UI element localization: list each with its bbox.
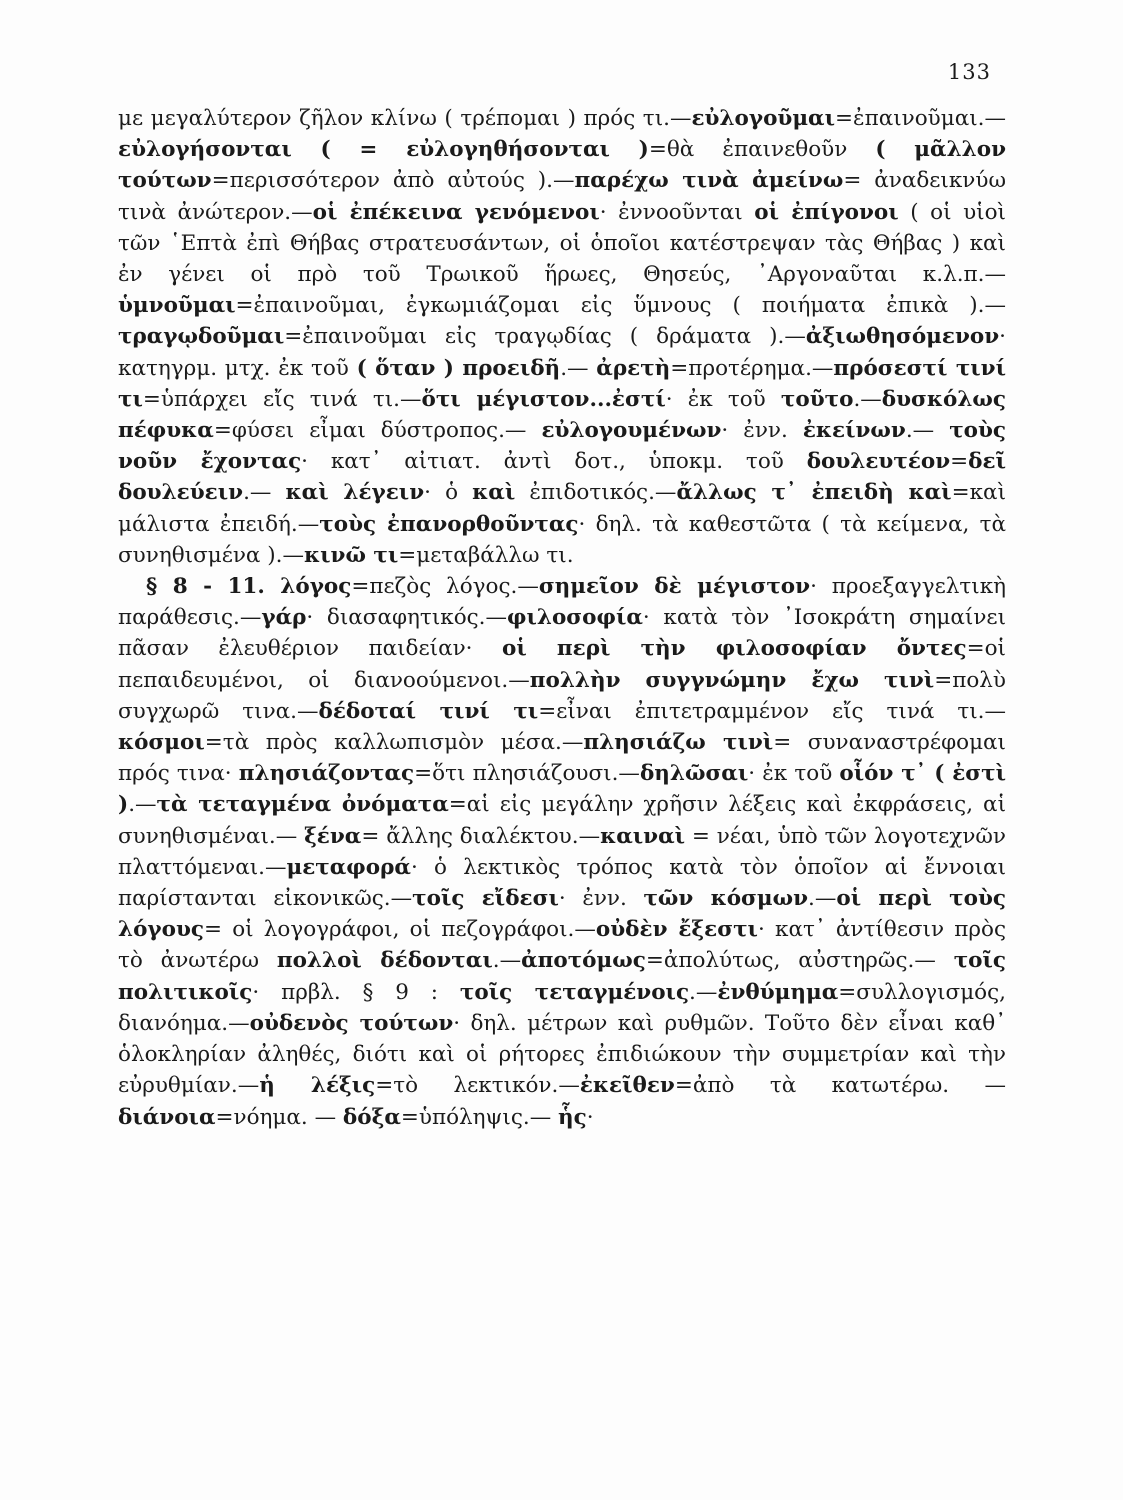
lemma-term: τῶν κόσμων — [643, 886, 809, 912]
lemma-term: γάρ — [261, 605, 307, 631]
lemma-term: σημεῖον δὲ μέγιστον — [538, 574, 811, 600]
lemma-term: ( μᾶλλον τούτων — [118, 137, 1006, 194]
lemma-term: πολλοὶ δέδονται — [276, 948, 493, 974]
commentary-paragraph — [118, 103, 1006, 571]
lemma-term: τοῖς πολιτικοῖς — [118, 948, 1006, 1005]
gloss-text: .— — [689, 979, 718, 1005]
gloss-text: · κατ᾿ αἰτιατ. ἀντὶ δοτ., ὑποκμ. τοῦ — [301, 449, 807, 475]
lemma-term: ἄλλως τ᾿ ἐπειδὴ καὶ — [676, 480, 952, 506]
gloss-text: · διασαφητικός.— — [306, 605, 508, 631]
gloss-text: .— — [128, 792, 157, 818]
gloss-text: =πεζὸς λόγος.— — [351, 574, 539, 600]
gloss-text: =εἶναι ἐπιτετραμμένον εἴς τινά τι.— — [538, 698, 1006, 724]
lemma-term: πλησιάζοντας — [238, 761, 415, 787]
lemma-term: κόσμοι — [118, 730, 205, 756]
gloss-text: =συλλογισμός, διανόημα.— — [118, 979, 1006, 1036]
gloss-text: · πρβλ. § 9 : — [252, 979, 460, 1005]
gloss-text: =καὶ μάλιστα ἐπειδή.— — [118, 480, 1006, 537]
lemma-term: καιναὶ — [600, 823, 686, 849]
gloss-text: =οἱ πεπαιδευμένοι, οἱ διανοούμενοι.— — [118, 636, 1006, 693]
lemma-term: τοὺς ἐπανορθοῦντας — [319, 511, 579, 537]
gloss-text: = συναναστρέφομαι πρός τινα· — [118, 730, 1006, 787]
gloss-text: = ἀναδεικνύω τινὰ ἀνώτερον.— — [118, 168, 1006, 225]
gloss-text: = νέαι, ὑπὸ τῶν λογοτεχνῶν πλαττόμεναι.— — [118, 823, 1007, 880]
lemma-term: τοῦτο — [780, 386, 854, 412]
gloss-text: · ἐννοοῦνται — [599, 199, 755, 225]
gloss-text: ( οἱ υἱοὶ τῶν ῾Επτὰ ἐπὶ Θήβας στρατευσάντων, οἱ ὁποῖοι κατέστρεψαν τὰς Θήβας ) καὶ ἐν γένει οἱ πρὸ τοῦ Τρωικοῦ ἥρωες, Θησεύς, ᾿Αργοναῦται κ.λ.π.— — [118, 199, 1006, 288]
lemma-term: οἷόν τ᾿ ( ἐστὶ ) — [118, 761, 1006, 818]
lemma-term: δουλευτέον — [806, 449, 951, 475]
lemma-term: εὐλογοῦμαι — [691, 106, 836, 131]
lemma-term: καὶ — [472, 480, 516, 506]
gloss-text: · κατὰ τὸν ᾿Ισοκράτη σημαίνει πᾶσαν ἐλευθέριον παιδείαν· — [118, 605, 1006, 662]
gloss-text: =τὸ λεκτικόν.— — [375, 1073, 580, 1099]
lemma-term: τοῖς εἴδεσι — [412, 886, 559, 912]
gloss-text: =πολὺ συγχωρῶ τινα.— — [118, 667, 1006, 724]
lemma-term: ἐκείνων — [802, 418, 906, 444]
lemma-term: τραγῳδοῦμαι — [118, 324, 285, 350]
lemma-term: δυσκόλως πέφυκα — [118, 386, 1006, 444]
lemma-term: κινῶ τι — [304, 542, 399, 568]
gloss-text: =ὑπάρχει εἴς τινά τι.— — [142, 386, 422, 412]
gloss-text: · κατηγρμ. μτχ. ἐκ τοῦ — [118, 324, 1006, 381]
lemma-term: εὐλογουμένων — [541, 418, 722, 444]
gloss-text: = — [950, 449, 969, 475]
lemma-term: εὐλογήσονται ( = εὐλογηθήσονται ) — [118, 137, 649, 163]
gloss-text: =περισσότερον ἀπὸ αὐτούς ).— — [211, 168, 575, 194]
gloss-text: .— — [243, 480, 286, 506]
lemma-term: ὑμνοῦμαι — [118, 293, 236, 319]
gloss-text: =ἐπαινοῦμαι εἰς τραγῳδίας ( δράματα ).— — [284, 324, 806, 350]
lemma-term: πλησιάζω τινὶ — [583, 730, 774, 756]
lemma-term: πρόσεστί τινί τι — [118, 355, 1007, 412]
gloss-text: =ἐπαινοῦμαι, ἐγκωμιάζομαι εἰς ὕμνους ( ποιήματα ἐπικὰ ).— — [235, 293, 1006, 319]
gloss-text: · ὁ — [424, 480, 473, 506]
gloss-text: =ἐπαινοῦμαι.— — [835, 106, 1006, 131]
gloss-text: .— — [905, 418, 950, 444]
gloss-text: με μεγαλύτερον ζῆλον κλίνω ( τρέπομαι ) πρός τι.— — [118, 106, 692, 131]
lemma-term: δηλῶσαι — [639, 761, 749, 787]
lemma-term: παρέχω τινὰ ἀμείνω — [574, 168, 844, 194]
commentary-paragraph-section-8-11 — [118, 571, 1006, 1133]
lemma-term: οἱ περὶ τὴν φιλοσοφίαν ὄντες — [502, 636, 967, 662]
gloss-text: =θὰ ἐπαινεθοῦν — [648, 137, 876, 163]
lemma-term: οἱ περὶ τοὺς λόγους — [118, 886, 1006, 943]
gloss-text: = ἄλλης διαλέκτου.— — [361, 823, 601, 849]
gloss-text: · δηλ. τὰ καθεστῶτα ( τὰ κείμενα, τὰ συνηθισμένα ).— — [118, 511, 1007, 568]
lemma-term: ἀρετὴ — [596, 355, 671, 381]
lemma-term: ξένα — [304, 823, 362, 849]
lemma-term: τὰ τεταγμένα ὀνόματα — [156, 792, 449, 818]
lemma-term: πολλὴν συγγνώμην ἔχω τινὶ — [529, 667, 935, 693]
lemma-term: ἧς — [558, 1104, 587, 1130]
gloss-text: .— — [808, 886, 837, 912]
lemma-term: ἐκεῖθεν — [579, 1073, 675, 1099]
lemma-term: ( ὅταν ) προειδῆ — [356, 355, 561, 381]
lemma-term: ἀποτόμως — [521, 948, 646, 974]
gloss-text: · — [586, 1104, 594, 1130]
gloss-text: =ἀπὸ τὰ κατωτέρω. — — [674, 1073, 1006, 1099]
lemma-term: τοὺς νοῦν ἔχοντας — [118, 418, 1007, 475]
gloss-text: =προτέρημα.— — [670, 355, 834, 381]
gloss-text: = οἱ λογογράφοι, οἱ πεζογράφοι.— — [203, 917, 596, 943]
gloss-text: · προεξαγγελτικὴ παράθεσις.— — [118, 574, 1007, 631]
page-number: 133 — [947, 60, 991, 84]
gloss-text: · ὁ λεκτικὸς τρόπος κατὰ τὸν ὁποῖον αἱ ἔννοιαι παρίστανται εἰκονικῶς.— — [118, 854, 1006, 912]
lemma-term: φιλοσοφία — [507, 605, 643, 631]
lemma-term: ὅτι μέγιστον...ἐστί — [421, 386, 666, 412]
gloss-text: =ὑπόληψις.— — [400, 1104, 559, 1130]
lemma-term: οἱ ἐπέκεινα γενόμενοι — [312, 199, 600, 225]
gloss-text: =μεταβάλλω τι. — [398, 542, 574, 568]
gloss-text: =τὰ πρὸς καλλωπισμὸν μέσα.— — [204, 730, 584, 756]
gloss-text: · ἐνν. — [721, 418, 803, 444]
gloss-text: · κατ᾿ ἀντίθεσιν πρὸς τὸ ἀνωτέρω — [118, 917, 1006, 974]
lemma-term: ἐνθύμημα — [717, 979, 839, 1005]
gloss-text: =αἱ εἰς μεγάλην χρῆσιν λέξεις καὶ ἐκφράσεις, αἱ συνηθισμέναι.— — [118, 792, 1006, 849]
lemma-term: διάνοια — [118, 1104, 216, 1130]
lemma-term: οἱ ἐπίγονοι — [754, 199, 899, 225]
gloss-text: ἐπιδοτικός.— — [515, 480, 677, 506]
lemma-term: δέδοταί τινί τι — [318, 698, 539, 724]
lemma-term: δεῖ δουλεύειν — [118, 449, 1006, 506]
lemma-term: τοῖς τεταγμένοις — [459, 979, 690, 1005]
lemma-term: καὶ λέγειν — [285, 480, 425, 506]
gloss-text: =φύσει εἶμαι δύστροπος.— — [213, 418, 542, 444]
gloss-text: =ὅτι πλησιάζουσι.— — [414, 761, 640, 787]
commentary-text — [118, 103, 1006, 1133]
gloss-text: · ἐκ τοῦ — [665, 386, 781, 412]
gloss-text: .— — [853, 386, 882, 412]
lemma-term: οὐδενὸς τούτων — [249, 1010, 454, 1036]
gloss-text: =νόημα. — — [215, 1104, 343, 1130]
lemma-term: δόξα — [342, 1104, 401, 1130]
gloss-text: =ἀπολύτως, αὐστηρῶς.— — [645, 948, 954, 974]
lemma-term: οὐδὲν ἔξεστι — [595, 917, 758, 943]
gloss-text: .— — [560, 355, 597, 381]
gloss-text: · ἐνν. — [558, 886, 644, 912]
lemma-term: μεταφορά — [286, 854, 411, 880]
lemma-term: ἀξιωθησόμενον — [805, 324, 1000, 350]
gloss-text: · δηλ. μέτρων καὶ ρυθμῶν. Τοῦτο δὲν εἶναι καθ᾿ ὁλοκληρίαν ἀληθές, διότι καὶ οἱ ρήτορες ἐπιδιώκουν τὴν συμμετρίαν καὶ τὴν εὐρυθμίαν.— — [118, 1010, 1006, 1099]
gloss-text: .— — [492, 948, 522, 974]
gloss-text: · ἐκ τοῦ — [748, 761, 840, 787]
lemma-term: § 8 - 11. λόγος — [146, 574, 352, 600]
lemma-term: ἡ λέξις — [259, 1073, 376, 1099]
